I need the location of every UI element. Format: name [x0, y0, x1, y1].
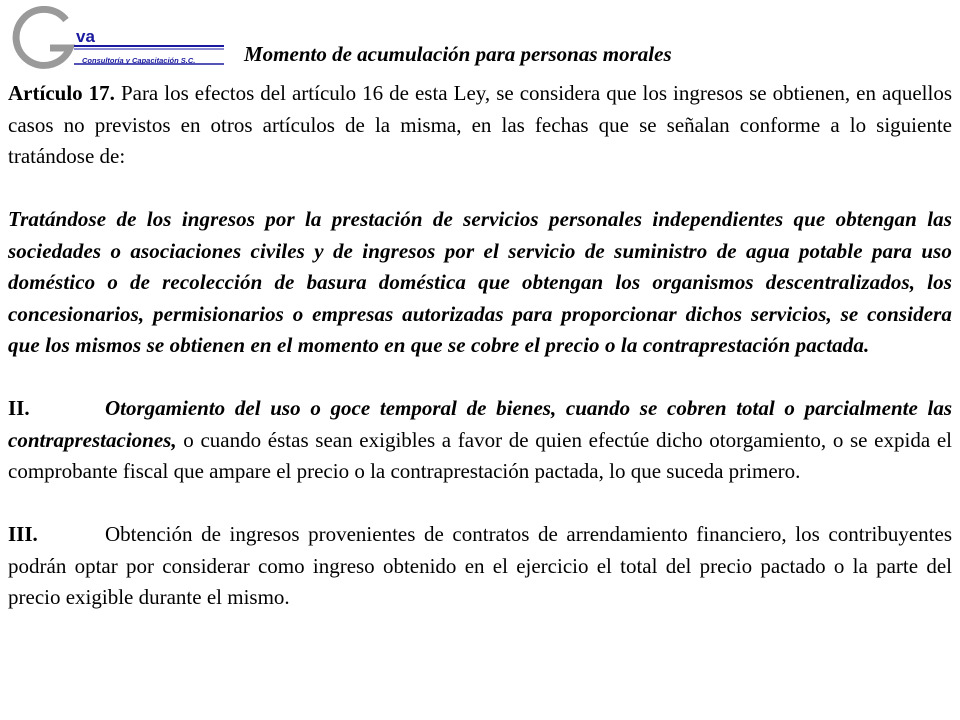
item-iii-paragraph: [8, 519, 952, 614]
item-i-paragraph: [8, 204, 952, 362]
paragraph-spacer: [8, 173, 952, 205]
paragraph-spacer: [8, 362, 952, 394]
item-ii-text: o cuando éstas sean exigibles a favor de quien efectúe dicho otorgamiento, o se expida el comprobante fiscal que ampare el precio o la contraprestación pactada, lo que suceda primero.: [8, 427, 952, 483]
item-iii-text: Obtención de ingresos provenientes de contratos de arrendamiento financiero, los contribuyentes podrán optar por considerar como ingreso obtenido en el ejercicio el total del precio pactado o la parte del precio exigible durante el mismo.: [8, 522, 952, 609]
paragraph-spacer: [8, 488, 952, 520]
article-text: Para los efectos del artículo 16 de esta Ley, se considera que los ingresos se obtienen, en aquellos casos no previstos en otros artículos de la misma, en las fechas que se señalan conforme a lo siguiente tratándose de:: [8, 81, 952, 168]
page-title: Momento de acumulación para personas morales: [244, 42, 672, 66]
item-i-text: Tratándose de los ingresos por la prestación de servicios personales independientes que obtengan las sociedades o asociaciones civiles y de ingresos por el servicio de suministro de agua potable para uso doméstico o de recolección de basura doméstica que obtengan los organismos descentralizados, los concesionarios, permisionarios o empresas autorizadas para proporcionar dichos servicios, se considera que los mismos se obtienen en el momento en que se cobre el precio o la contraprestación pactada.: [8, 207, 952, 357]
logo-tagline: Consultoría y Capacitación S.C.: [82, 56, 196, 65]
document-body: [8, 78, 952, 614]
item-iii-number: III.: [8, 522, 38, 546]
article-paragraph: [8, 78, 952, 173]
logo-letters: va: [76, 27, 95, 46]
item-ii-number: II.: [8, 396, 30, 420]
article-label: Artículo 17.: [8, 81, 115, 105]
company-logo: [4, 6, 230, 72]
item-ii-paragraph: [8, 393, 952, 488]
item-ii-bold-text: Otorgamiento del uso o goce temporal de bienes, cuando se cobren total o parcialmente las contraprestaciones,: [8, 396, 952, 452]
